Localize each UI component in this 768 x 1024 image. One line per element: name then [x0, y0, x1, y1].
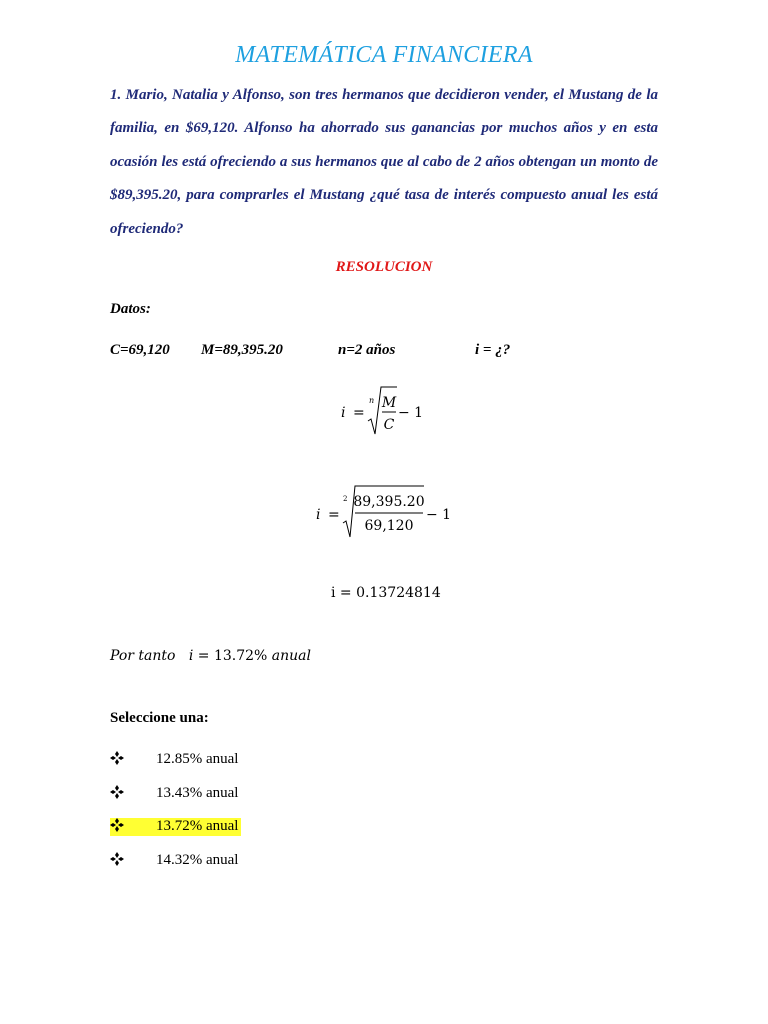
conclusion-value: 13.72% [213, 648, 268, 664]
formula-numerator: M [381, 395, 397, 411]
conclusion-suffix: anual [271, 648, 312, 664]
option-label: 13.72% anual [156, 818, 239, 834]
data-label: Datos: [110, 301, 151, 317]
data-monto: M=89,395.20 [201, 342, 283, 358]
conclusion-equals: = [197, 648, 210, 664]
conclusion-prefix: Por tanto [110, 648, 176, 664]
option-label: 12.85% anual [156, 751, 239, 767]
diamond-bullet-icon [110, 817, 124, 833]
formula-lhs: i [341, 405, 346, 421]
formula-substitution [308, 482, 468, 549]
diamond-bullet-icon [110, 784, 124, 800]
data-tasa: i = ¿? [475, 342, 511, 358]
diamond-bullet-icon [110, 851, 124, 867]
option-label: 14.32% anual [156, 852, 239, 868]
select-label: Seleccione una: [110, 710, 209, 726]
resolution-heading: RESOLUCION [335, 259, 433, 275]
substitution-denominator: 69,120 [364, 518, 414, 534]
formula-general [335, 380, 435, 445]
conclusion-line [110, 648, 311, 664]
formula-minus-one: − 1 [398, 405, 424, 421]
substitution-numerator: 89,395.20 [353, 494, 425, 510]
diamond-bullet-icon [110, 750, 124, 766]
problem-statement: 1. Mario, Natalia y Alfonso, son tres hermanos que decidieron vender, el Mustang de la familia, en $69,120. Alfonso ha ahorrado sus ganancias por muchos años y en esta ocasión les está ofreciendo a sus hermanos que al cabo de 2 años obtengan un monto de $89,395.20, para comprarles el Mustang ¿qué tasa de interés compuesto anual les está ofreciendo? [110, 87, 658, 237]
result-equation: i = 0.13724814 [331, 585, 441, 601]
data-capital: C=69,120 [110, 342, 170, 358]
substitution-lhs: i [316, 507, 321, 523]
data-periodos: n=2 años [338, 342, 396, 358]
formula-equals: = [353, 405, 365, 421]
substitution-index: 2 [343, 495, 348, 503]
substitution-equals: = [328, 507, 340, 523]
conclusion-var: i [188, 648, 194, 664]
substitution-minus-one: − 1 [426, 507, 452, 523]
option-label: 13.43% anual [156, 785, 239, 801]
formula-index: n [369, 396, 375, 405]
formula-denominator: C [383, 417, 395, 433]
document-title: MATEMÁTICA FINANCIERA [235, 42, 533, 68]
